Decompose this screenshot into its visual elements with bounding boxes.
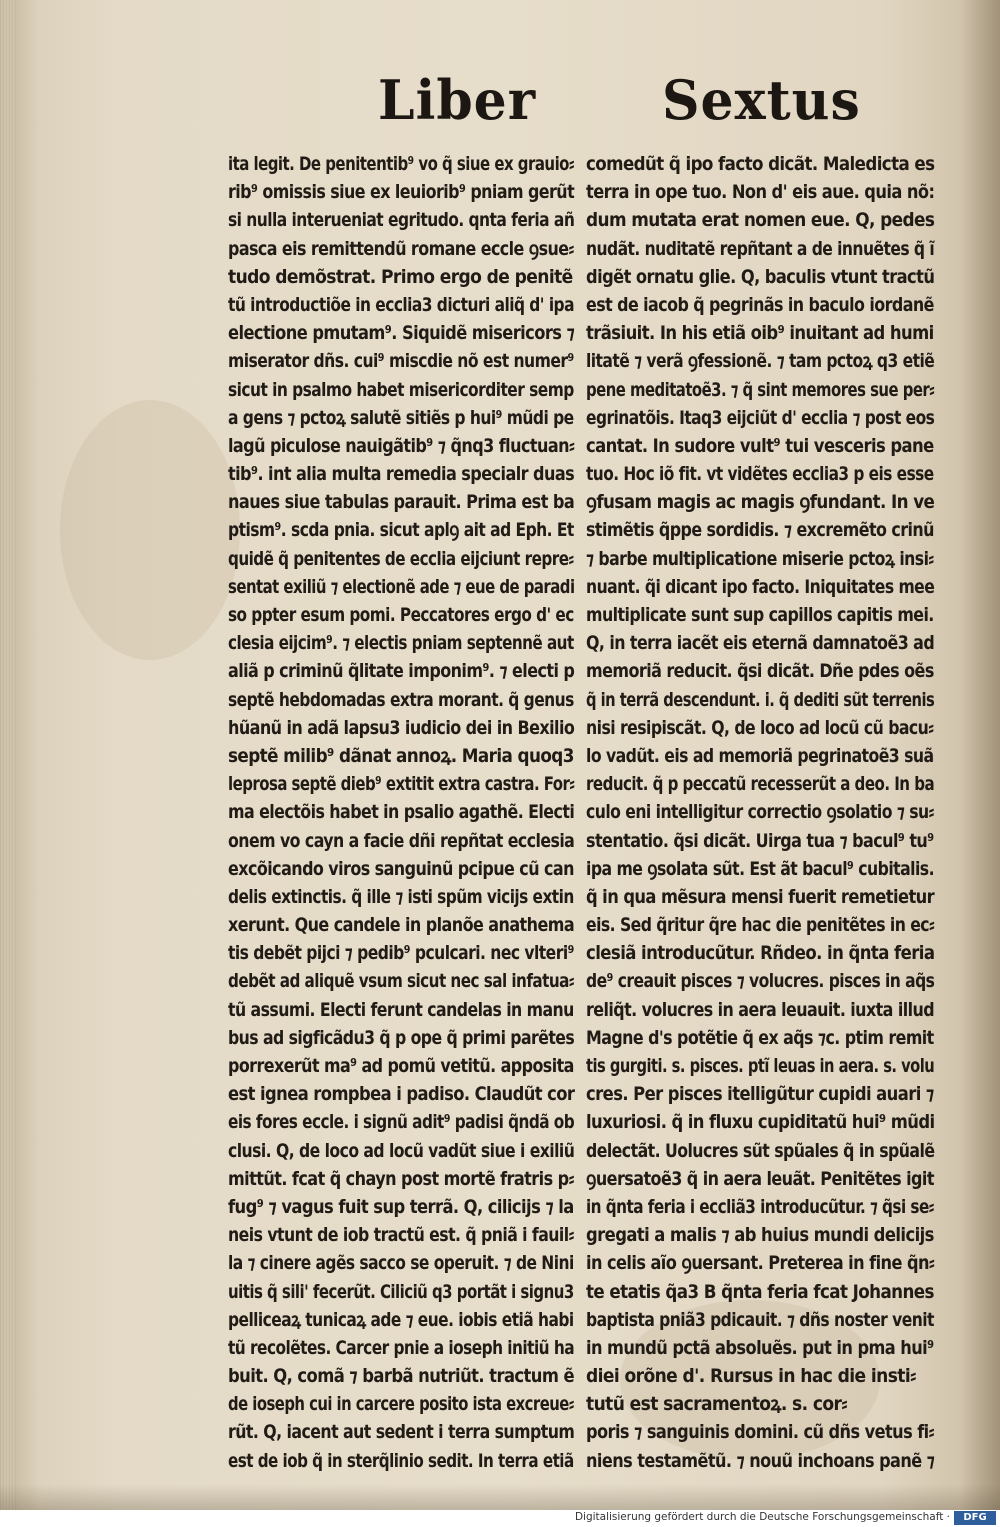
- text-line: tũ assumi. Electi ferunt candelas in manu: [228, 998, 574, 1021]
- text-line: comedũt q̃ ipo facto dicãt. Maledicta es: [586, 153, 935, 175]
- text-line: la ⁊ cinere agẽs sacco se operuit. ⁊ de Nini: [228, 1252, 574, 1275]
- text-line: niens testamẽtũ. ⁊ nouũ inchoans panẽ ⁊: [586, 1449, 935, 1472]
- funding-credit: Digitalisierung gefördert durch die Deutsche Forschungsgemeinschaft ·: [574, 1511, 950, 1523]
- text-line: stimẽtis q̃ppe sordidis. ⁊ excremẽto crinũ: [586, 519, 934, 542]
- text-line: nuant. q̃i dicant ipo facto. Iniquitates mee: [586, 575, 935, 598]
- text-line: leprosa septẽ dieb⁹ extitit extra castra. For⸗: [228, 773, 575, 796]
- text-line: electione pmutam⁹. Siquidẽ misericors ⁊: [228, 322, 575, 345]
- text-line: lo vadũt. eis ad memoriã pegrinatoẽ3 suã: [586, 744, 934, 767]
- text-line: reducit. q̃ p peccatũ recesserũt a deo. In ba: [586, 773, 935, 796]
- gutter-shadow: [960, 0, 1000, 1510]
- text-line: septẽ hebdomadas extra morant. q̃ genus: [228, 688, 574, 711]
- text-line: litatẽ ⁊ verã ꝯfessionẽ. ⁊ tam pctoꝝ q3 etiẽ: [586, 350, 935, 373]
- text-line: onem vo cayn a facie dñi repñtat ecclesia: [228, 829, 575, 852]
- text-line: mittũt. fcat q̃ chayn post mortẽ fratris p⸗: [228, 1167, 574, 1190]
- text-line: est de iob q̃ in sterq̃linio sedit. In terra etiã: [228, 1449, 574, 1472]
- left-text-column: [228, 150, 575, 1472]
- running-head-right: Sextus: [662, 68, 861, 133]
- text-line: ꝯuersatoẽ3 q̃ in aera leuãt. Penitẽtes igit: [586, 1167, 934, 1190]
- digitization-footer: [0, 1510, 1000, 1527]
- text-line: de⁹ creauit pisces ⁊ volucres. pisces in aq̃s: [586, 970, 935, 993]
- text-line: so ppter esum pomi. Peccatores ergo d' ec: [228, 604, 574, 626]
- text-line: bus ad sigficãdu3 q̃ p ope q̃ primi parẽtes: [228, 1026, 575, 1049]
- text-line: reliq̃t. volucres in aera leuauit. iuxta illud: [586, 998, 935, 1021]
- text-line: trãsiuit. In his etiã oib⁹ inuitant ad humi: [586, 322, 934, 345]
- right-text-column: [586, 150, 935, 1472]
- text-line: hũanũ in adã lapsu3 iudicio dei in Bexilio: [228, 716, 575, 739]
- dfg-logo: DFG: [954, 1511, 996, 1525]
- text-line: sentat exiliũ ⁊ electionẽ ade ⁊ eue de paradi: [228, 575, 575, 598]
- text-line: memoriã reducit. q̃si dicãt. Dñe pdes oẽs: [586, 660, 934, 683]
- text-line: sicut in psalmo habet misericorditer semp: [228, 378, 574, 401]
- text-line: a gens ⁊ pctoꝝ salutẽ sitiẽs p hui⁹ mũdi pe: [228, 406, 574, 429]
- running-head-left: Liber: [378, 68, 537, 133]
- text-line: de ioseph cui in carcere posito ista excreue⸗: [228, 1393, 574, 1416]
- text-line: tis gurgiti. s. pisces. ptĩ leuas in aera. s. volu: [586, 1055, 935, 1077]
- text-line: ꝯfusam magis ac magis ꝯfundant. In ve: [586, 491, 935, 514]
- page-stack-edge: [0, 0, 16, 1510]
- text-line: digẽt ornatu glie. Q, baculis vtunt tractũ: [586, 265, 935, 288]
- text-line: ⁊ barbe multiplicatione miserie pctoꝝ insi⸗: [586, 547, 934, 570]
- text-line: delis extinctis. q̃ ille ⁊ isti spũm vicijs extin: [228, 885, 574, 908]
- text-line: ita legit. De penitentib⁹ vo q̃ siue ex grauio⸗: [228, 153, 574, 175]
- text-line: Magne d's potẽtie q̃ ex aq̃s ⁊c. ptim remit: [586, 1026, 934, 1049]
- text-line: excõicando viros sanguinũ pcipue cũ can: [228, 857, 574, 880]
- text-line: clesiã introducũtur. Rñdeo. in q̃nta feria: [586, 942, 935, 965]
- text-line: ptism⁹. scda pnia. sicut aplꝯ ait ad Eph. Et: [228, 519, 574, 542]
- text-line: in q̃nta feria i eccliã3 introducũtur. ⁊ q̃si se⸗: [586, 1195, 934, 1218]
- text-line: q̃ in terrã descendunt. i. q̃ dediti sũt terrenis: [586, 688, 935, 711]
- text-line: buit. Q, comã ⁊ barbã nutriũt. tractum ẽ: [228, 1365, 575, 1388]
- running-head: [0, 70, 1000, 140]
- text-line: tudo demõstrat. Primo ergo de penitẽ: [228, 265, 573, 288]
- text-line: cantat. In sudore vult⁹ tui vesceris pane: [586, 434, 934, 457]
- text-line: lagũ piculose nauigãtib⁹ ⁊ q̃nq3 fluctuan⸗: [228, 434, 575, 457]
- text-line: q̃ in qua mẽsura mensi fuerit remetietur: [586, 885, 935, 908]
- text-line: xerunt. Que candele in planõe anathema: [228, 914, 575, 937]
- text-line: in celis aĩo ꝯuersant. Preterea in fine q̃n⸗: [586, 1252, 935, 1275]
- text-line: terra in ope tuo. Non d' eis aue. quia nõ:: [586, 181, 935, 204]
- text-line: clesia eijcim⁹. ⁊ electis pniam septennẽ aut: [228, 632, 574, 655]
- text-line: gregati a malis ⁊ ab huius mundi delicijs: [586, 1224, 934, 1247]
- text-line: cres. Per pisces itelligũtur cupidi auari ⁊: [586, 1083, 934, 1106]
- text-line: dum mutata erat nomen eue. Q, pedes: [586, 209, 935, 232]
- text-line: nudãt. nuditatẽ repñtant a de innuẽtes q̃ ĩ: [586, 237, 935, 260]
- text-line: quidẽ q̃ penitentes de ecclia eijciunt repre⸗: [228, 547, 574, 570]
- text-line: Q, in terra iacẽt eis eternã damnatoẽ3 ad: [586, 632, 935, 655]
- text-line: tis debẽt pijci ⁊ pedib⁹ pculcari. nec vlteri⁹: [228, 942, 574, 965]
- text-line: rib⁹ omissis siue ex leuiorib⁹ pniam gerũt: [228, 181, 575, 204]
- text-line: uitis q̃ sili' fecerũt. Ciliciũ q3 portãt i signu3: [228, 1280, 574, 1303]
- text-line: tũ recolẽtes. Carcer pnie a ioseph initiũ ha: [228, 1336, 575, 1359]
- text-line: luxuriosi. q̃ in fluxu cupiditatũ hui⁹ mũdi: [586, 1111, 935, 1134]
- text-line: clusi. Q, de loco ad locũ vadũt siue i exiliũ: [228, 1139, 575, 1162]
- text-line: eis. Sed q̃ritur q̃re hac die penitẽtes in ec⸗: [586, 914, 935, 937]
- text-line: eis fores eccle. i signũ adit⁹ padisi q̃ndã ob: [228, 1111, 575, 1134]
- text-line: nisi resipiscãt. Q, de loco ad locũ cũ bacu⸗: [586, 716, 934, 739]
- text-line: diei orõne d'. Rursus in hac die insti⸗: [586, 1365, 916, 1388]
- text-line: tutũ est sacramentoꝝ. s. cor⸗: [586, 1393, 848, 1416]
- text-line: rũt. Q, iacent aut sedent i terra sumptum: [228, 1421, 575, 1444]
- text-line: neis vtunt de iob tractũ est. q̃ pniã i fauil⸗: [228, 1224, 574, 1247]
- text-line: pelliceaꝝ tunicaꝝ ade ⁊ eue. iobis etiã habi: [228, 1308, 574, 1331]
- text-line: te etatis q̃a3 B q̃nta feria fcat Johannes: [586, 1280, 934, 1303]
- page-bottom-shadow: [0, 1484, 1000, 1510]
- text-line: ipa me ꝯsolata sũt. Est ãt bacul⁹ cubitalis.: [586, 857, 934, 880]
- text-line: debẽt ad aliquẽ vsum sicut nec sal infatua⸗: [228, 970, 574, 993]
- text-line: culo eni intelligitur correctio ꝯsolatio ⁊ su⸗: [586, 801, 934, 824]
- text-line: pene meditatoẽ3. ⁊ q̃ sint memores sue per⸗: [586, 378, 935, 401]
- text-line: naues siue tabulas parauit. Prima est ba: [228, 491, 575, 514]
- text-line: tũ introductiõe in ecclia3 dicturi aliq̃ d' ipa: [228, 293, 574, 316]
- text-line: poris ⁊ sanguinis domini. cũ dñs vetus fi⸗: [586, 1421, 935, 1444]
- text-line: porrexerũt ma⁹ ad pomũ vetitũ. apposita: [228, 1055, 574, 1077]
- text-line: delectãt. Uolucres sũt spũales q̃ in spũalẽ: [586, 1139, 935, 1162]
- text-line: in mundũ pctã absoluẽs. put in pma hui⁹: [586, 1336, 934, 1359]
- text-line: egrinatõis. Itaq3 eijciũt d' ecclia ⁊ post eos: [586, 406, 935, 429]
- text-line: multiplicate sunt sup capillos capitis mei.: [586, 604, 934, 626]
- text-line: tib⁹. int alia multa remedia specialr duas: [228, 463, 575, 486]
- text-line: si nulla interueniat egritudo. qnta feria añ: [228, 209, 575, 232]
- text-line: tuo. Hoc iõ fit. vt vidẽtes ecclia3 p eis esse: [586, 463, 934, 486]
- text-line: ma electõis habet in psalio agathẽ. Electi: [228, 801, 575, 824]
- text-line: septẽ milib⁹ dãnat annoꝝ. Maria quoq3: [228, 744, 574, 767]
- text-line: miserator dñs. cui⁹ miscdie nõ est numer⁹: [228, 350, 574, 373]
- text-line: aliã p criminũ q̃litate imponim⁹. ⁊ electi p: [228, 660, 575, 683]
- text-line: est de iacob q̃ pegrinãs in baculo iordanẽ: [586, 293, 934, 316]
- paper-stain: [60, 400, 240, 660]
- text-line: fug⁹ ⁊ vagus fuit sup terrã. Q, cilicijs ⁊ la: [228, 1195, 574, 1218]
- text-line: baptista pniã3 pdicauit. ⁊ dñs noster venit: [586, 1308, 934, 1331]
- text-line: pasca eis remittendũ romane eccle ꝯsue⸗: [228, 237, 574, 260]
- text-line: stentatio. q̃si dicãt. Uirga tua ⁊ bacul⁹ tu⁹: [586, 829, 934, 852]
- text-line: est ignea rompbea i padiso. Claudũt cor: [228, 1083, 575, 1106]
